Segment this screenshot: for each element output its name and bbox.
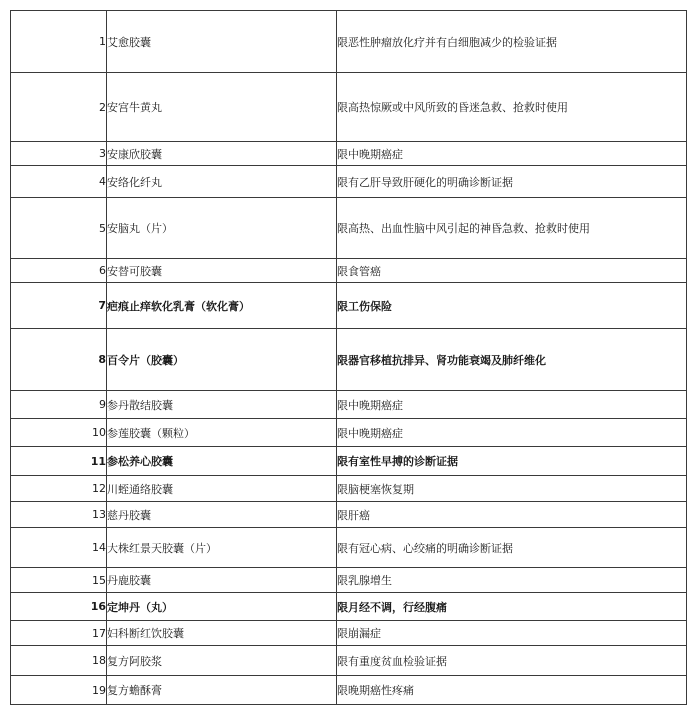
restriction-text: 限有室性早搏的诊断证据 (337, 447, 687, 476)
restriction-text: 限恶性肿瘤放化疗并有白细胞减少的检验证据 (337, 11, 687, 73)
row-number: 9 (11, 391, 107, 419)
restriction-text: 限肝癌 (337, 502, 687, 528)
table-row (11, 621, 687, 646)
table-row (11, 166, 687, 198)
table-row (11, 502, 687, 528)
restriction-text: 限中晚期癌症 (337, 419, 687, 447)
row-number: 18 (11, 646, 107, 676)
table-row (11, 646, 687, 676)
drug-name: 慈丹胶囊 (107, 502, 337, 528)
restriction-text: 限有乙肝导致肝硬化的明确诊断证据 (337, 166, 687, 198)
table-row (11, 198, 687, 259)
restriction-text: 限器官移植抗排异、肾功能衰竭及肺纤维化 (337, 329, 687, 391)
row-number: 3 (11, 142, 107, 166)
restriction-text: 限月经不调，行经腹痛 (337, 593, 687, 621)
drug-name: 参莲胶囊（颗粒） (107, 419, 337, 447)
row-number: 14 (11, 528, 107, 568)
row-number: 2 (11, 73, 107, 142)
drug-name: 安脑丸（片） (107, 198, 337, 259)
drug-name: 安络化纤丸 (107, 166, 337, 198)
restriction-text: 限工伤保险 (337, 283, 687, 329)
restriction-text: 限有冠心病、心绞痛的明确诊断证据 (337, 528, 687, 568)
drug-name: 定坤丹（丸） (107, 593, 337, 621)
table-row (11, 447, 687, 476)
restriction-text: 限脑梗塞恢复期 (337, 476, 687, 502)
drug-name: 复方蟾酥膏 (107, 676, 337, 705)
drug-name: 安宫牛黄丸 (107, 73, 337, 142)
drug-name: 安替可胶囊 (107, 259, 337, 283)
restriction-text: 限中晚期癌症 (337, 391, 687, 419)
restriction-text: 限乳腺增生 (337, 568, 687, 593)
restriction-text: 限崩漏症 (337, 621, 687, 646)
table-row (11, 476, 687, 502)
restriction-text: 限中晚期癌症 (337, 142, 687, 166)
row-number: 19 (11, 676, 107, 705)
drug-name: 川蛭通络胶囊 (107, 476, 337, 502)
drug-name: 复方阿胶浆 (107, 646, 337, 676)
drug-name: 参丹散结胶囊 (107, 391, 337, 419)
drug-restriction-table (10, 10, 687, 705)
row-number: 17 (11, 621, 107, 646)
table-row (11, 283, 687, 329)
drug-name: 艾愈胶囊 (107, 11, 337, 73)
row-number: 12 (11, 476, 107, 502)
restriction-text: 限食管癌 (337, 259, 687, 283)
row-number: 10 (11, 419, 107, 447)
drug-name: 安康欣胶囊 (107, 142, 337, 166)
row-number: 6 (11, 259, 107, 283)
table-row (11, 593, 687, 621)
drug-name: 百令片（胶囊） (107, 329, 337, 391)
table-row (11, 568, 687, 593)
row-number: 1 (11, 11, 107, 73)
table-row (11, 329, 687, 391)
restriction-text: 限高热、出血性脑中风引起的神昏急救、抢救时使用 (337, 198, 687, 259)
table-row (11, 391, 687, 419)
table-row (11, 676, 687, 705)
row-number: 11 (11, 447, 107, 476)
row-number: 15 (11, 568, 107, 593)
restriction-text: 限高热惊厥或中风所致的昏迷急救、抢救时使用 (337, 73, 687, 142)
drug-name: 疤痕止痒软化乳膏（软化膏） (107, 283, 337, 329)
drug-name: 大株红景天胶囊（片） (107, 528, 337, 568)
restriction-text: 限有重度贫血检验证据 (337, 646, 687, 676)
row-number: 16 (11, 593, 107, 621)
restriction-text: 限晚期癌性疼痛 (337, 676, 687, 705)
drug-name: 参松养心胶囊 (107, 447, 337, 476)
table-row (11, 11, 687, 73)
row-number: 7 (11, 283, 107, 329)
table-row (11, 142, 687, 166)
row-number: 4 (11, 166, 107, 198)
table-row (11, 419, 687, 447)
table-row (11, 259, 687, 283)
table-row (11, 73, 687, 142)
drug-name: 丹鹿胶囊 (107, 568, 337, 593)
row-number: 13 (11, 502, 107, 528)
table-row (11, 528, 687, 568)
row-number: 8 (11, 329, 107, 391)
row-number: 5 (11, 198, 107, 259)
drug-name: 妇科断红饮胶囊 (107, 621, 337, 646)
